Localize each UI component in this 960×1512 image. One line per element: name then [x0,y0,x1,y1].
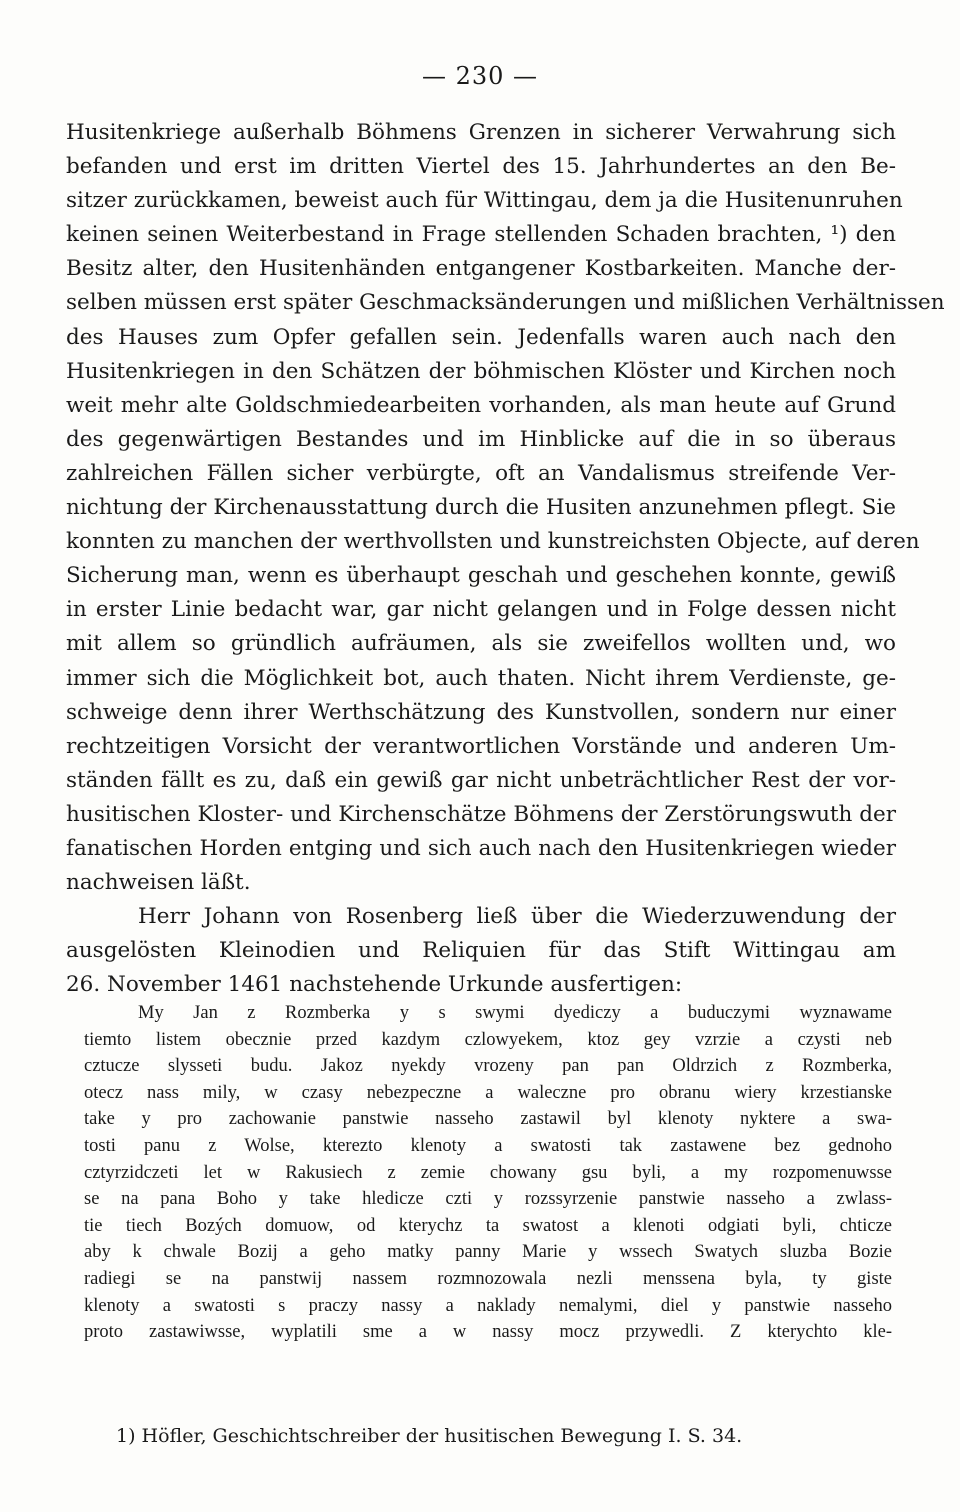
body-line: mit allem so gründlich aufräumen, als sie zweifellos wollten und, wo [66,631,896,657]
quote-line: klenoty a swatosti s praczy nassy a naklady nemalymi, diel y panstwie nasseho [84,1295,892,1316]
body-line: zahlreichen Fällen sicher verbürgte, oft an Vandalismus streifende Ver- [66,460,896,486]
body-line: weit mehr alte Goldschmiedearbeiten vorhanden, als man heute auf Grund [66,392,896,418]
body-line: des Hauses zum Opfer gefallen sein. Jedenfalls waren auch nach den [66,324,896,350]
body-line: selben müssen erst später Geschmacksänderungen und mißlichen Verhältnissen [66,290,945,316]
quote-line: aby k chwale Bozij a geho matky panny Marie y wssech Swatych sluzba Bozie [84,1242,892,1263]
quote-line: cztucze slysseti budu. Jakoz nyekdy vrozeny pan pan Oldrzich z Rozmberka, [84,1056,892,1077]
body-line: konnten zu manchen der werthvollsten und kunstreichsten Objecte, auf deren [66,529,920,555]
body-text [66,116,945,1002]
charter-quote [84,1000,892,1346]
body-line: rechtzeitigen Vorsicht der verantwortlichen Vorstände und anderen Um- [66,733,896,759]
body-line: Besitz alter, den Husitenhänden entgangener Kostbarkeiten. Manche der- [66,256,896,282]
quote-line: radiegi se na panstwij nassem rozmnozowala nezli menssena byla, ty giste [84,1268,892,1289]
quote-line: tosti panu z Wolse, kterezto klenoty a swatosti tak zastawene bez gednoho [84,1135,892,1156]
body-line: immer sich die Möglichkeit bot, auch thaten. Nicht ihrem Verdienste, ge- [66,665,896,691]
body-line: Husitenkriegen in den Schätzen der böhmischen Klöster und Kirchen noch [66,358,896,384]
quote-line: My Jan z Rozmberka y s swymi dyediczy a buduczymi wyznawame [138,1003,892,1023]
quote-line: proto zastawiwsse, wyplatili sme a w nassy mocz przywedli. Z kterychto kle- [84,1322,892,1343]
quote-line: take y pro zachowanie panstwie nasseho zastawil byl klenoty nyktere a swa- [84,1109,892,1130]
body-line: nichtung der Kirchenausstattung durch die Husiten anzunehmen pflegt. Sie [66,495,896,521]
page-number: — 230 — [421,62,539,90]
footnote: 1) Höfler, Geschichtschreiber der husitischen Bewegung I. S. 34. [116,1425,743,1447]
body-line: fanatischen Horden entging und sich auch nach den Husitenkriegen wieder [66,835,896,861]
quote-line: tie tiech Bozých domuow, od kterychz ta swatost a klenoti odgiati byli, chticze [84,1215,892,1236]
body-line: Herr Johann von Rosenberg ließ über die Wiederzuwendung der [138,904,896,930]
body-line: ständen fällt es zu, daß ein gewiß gar nicht unbeträchtlicher Rest der vor- [66,767,896,793]
body-line: 26. November 1461 nachstehende Urkunde ausfertigen: [66,972,683,998]
body-line: husitischen Kloster- und Kirchenschätze Böhmens der Zerstörungswuth der [66,801,897,827]
quote-line: cztyrzidczeti let w Rakusiech z zemie chowany gsu byli, a my rozpomenuwsse [84,1162,892,1183]
body-line: Husitenkriege außerhalb Böhmens Grenzen in sicherer Verwahrung sich [66,120,896,145]
body-line: keinen seinen Weiterbestand in Frage stellenden Schaden brachten, ¹) den [66,222,896,248]
body-line: sitzer zurückkamen, beweist auch für Wittingau, dem ja die Husitenunruhen [66,188,903,214]
quote-line: tiemto listem obecznie przed kazdym czlowyekem, ktoz gey vzrzie a czysti neb [84,1029,892,1050]
body-line: nachweisen läßt. [66,870,251,896]
body-line: ausgelösten Kleinodien und Reliquien für das Stift Wittingau am [66,938,896,964]
quote-line: se na pana Boho y take hledicze czti y rozssyrzenie panstwie nasseho a zwlass- [84,1189,892,1210]
body-line: befanden und erst im dritten Viertel des 15. Jahrhundertes an den Be- [66,154,896,180]
body-line: des gegenwärtigen Bestandes und im Hinblicke auf die in so überaus [66,426,896,452]
body-line: schweige denn ihrer Werthschätzung des Kunstvollen, sondern nur einer [66,699,896,725]
quote-line: otecz nass mily, w czasy nebezpeczne a waleczne pro obranu wiery krzestianske [84,1082,892,1103]
body-line: Sicherung man, wenn es überhaupt geschah und geschehen konnte, gewiß [66,563,896,589]
body-line: in erster Linie bedacht war, gar nicht gelangen und in Folge dessen nicht [66,597,896,623]
